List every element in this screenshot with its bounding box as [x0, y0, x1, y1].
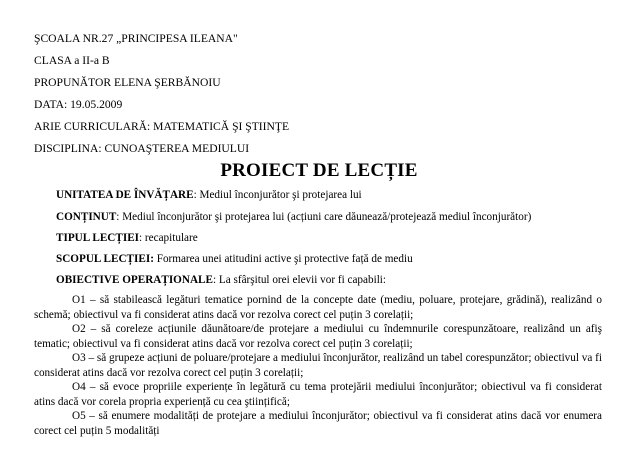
objective-o1: O1 – să stabilească legături tematice pornind de la concepte date (mediu, poluare, protejare, grădină), realizând o schemă; obiectivul va fi considerat atins dacă vor rezolva corect cel puțin 3 corelații; — [34, 294, 602, 321]
teacher-line: PROPUNĂTOR ELENA ŞERBĂNOIU — [34, 76, 221, 89]
content-text: : Mediul înconjurător şi protejarea lui (acțiuni care dăunează/protejează mediul înconjurător) — [116, 211, 532, 223]
class-line: CLASA a II-a B — [34, 54, 110, 67]
school-name: ŞCOALA NR.27 „PRINCIPESA ILEANA" — [34, 32, 238, 45]
objective-o2: O2 – să coreleze acțiunile dăunătoare/de protejare a mediului cu îndemnurile corespunzătoare, realizând un afiş tematic; obiectivul va fi considerat atins dacă vor rezolva corect cel puțin 3 corelații; — [34, 323, 602, 350]
lesson-type-text: : recapitulare — [139, 232, 198, 244]
operational-objectives-text: : La sfârşitul orei elevii vor fi capabili: — [212, 274, 387, 286]
lesson-goal-label: SCOPUL LECȚIEI: — [56, 253, 154, 265]
lesson-type — [56, 231, 198, 245]
curricular-area-line: ARIE CURRICULARĂ: MATEMATICĂ ŞI ŞTIINŢE — [34, 120, 290, 133]
objective-o3: O3 – să grupeze acțiuni de poluare/protejare a mediului înconjurător, realizând un tabel corespunzător; obiectivul va fi considerat atins dacă vor rezolva corect cel puțin 3 corelații; — [34, 352, 602, 379]
objective-o5: O5 – să enumere modalități de protejare a mediului înconjurător; obiectivul va fi considerat atins dacă vor enumera corect cel puțin 5 modalități — [34, 410, 602, 437]
content-label: CONȚINUT — [56, 211, 117, 223]
objective-o4: O4 – să evoce propriile experiențe în legătură cu tema protejării mediului înconjurător; obiectivul va fi considerat atins dacă vor corela propria experiență cu cea ştiințifică; — [34, 381, 602, 408]
lesson-type-label: TIPUL LECȚIEI — [56, 232, 140, 244]
lesson-goal — [56, 252, 413, 266]
lesson-goal-text: Formarea unei atitudini active şi protective față de mediu — [153, 253, 413, 265]
learning-unit-label: UNITATEA DE ÎNVĂȚARE — [56, 189, 194, 201]
operational-objectives-label: OBIECTIVE OPERAȚIONALE — [56, 274, 213, 286]
learning-unit-text: : Mediul înconjurător şi protejarea lui — [193, 189, 362, 201]
operational-objectives — [56, 273, 386, 287]
discipline-line: DISCIPLINA: CUNOAŞTEREA MEDIULUI — [34, 142, 250, 155]
content-item — [56, 210, 531, 224]
date-line: DATA: 19.05.2009 — [34, 98, 123, 111]
page-title: PROIECT DE LECȚIE — [220, 160, 418, 181]
learning-unit — [56, 188, 362, 202]
